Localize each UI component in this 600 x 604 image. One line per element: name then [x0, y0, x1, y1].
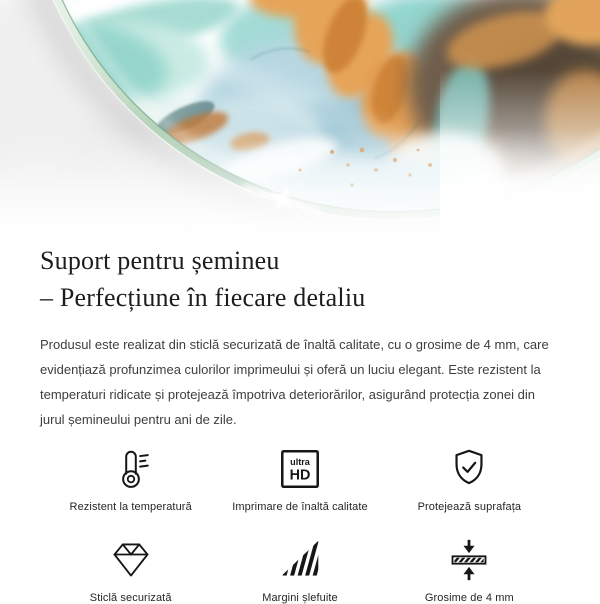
product-description-text: Produsul este realizat din sticlă securizată de înaltă calitate, cu o grosime de 4 mm, care evidențiază profunzimea culorilor imprimeului și oferă un luciu elegant. Este rezistent la temperaturi ridicate și protejează împotriva deteriorărilor, asigurând protecția zonei din jurul șemineului pentru ani de zile. [40, 332, 560, 432]
feature-polished-edges [215, 537, 384, 604]
svg-text:ultra: ultra [290, 457, 311, 467]
diamond-icon [109, 537, 153, 583]
thickness-icon [447, 537, 491, 583]
feature-protects-surface [385, 446, 554, 513]
feature-ultra-hd-print [215, 446, 384, 513]
feature-heat-resistant [46, 446, 215, 513]
svg-text:HD: HD [290, 468, 311, 484]
page-title-line2: – Perfecțiune în fiecare detaliu [40, 283, 365, 312]
features-grid [46, 446, 554, 604]
glass-panel-image [0, 0, 600, 232]
feature-label: Sticlă securizată [90, 592, 172, 604]
ultra-hd-icon [277, 446, 323, 492]
thermometer-icon [108, 446, 154, 492]
feature-label: Rezistent la temperatură [70, 501, 192, 513]
page-title-line1: Suport pentru șemineu [40, 246, 280, 275]
product-photo [0, 0, 600, 232]
page-title [40, 242, 560, 316]
feature-thickness-4mm [385, 537, 554, 604]
polished-edges-icon [279, 537, 321, 583]
feature-label: Protejează suprafața [418, 501, 522, 513]
product-description-section [0, 242, 600, 604]
feature-label: Margini șlefuite [262, 592, 338, 604]
feature-label: Grosime de 4 mm [425, 592, 514, 604]
feature-tempered-glass [46, 537, 215, 604]
shield-check-icon [446, 446, 492, 492]
feature-label: Imprimare de înaltă calitate [232, 501, 367, 513]
